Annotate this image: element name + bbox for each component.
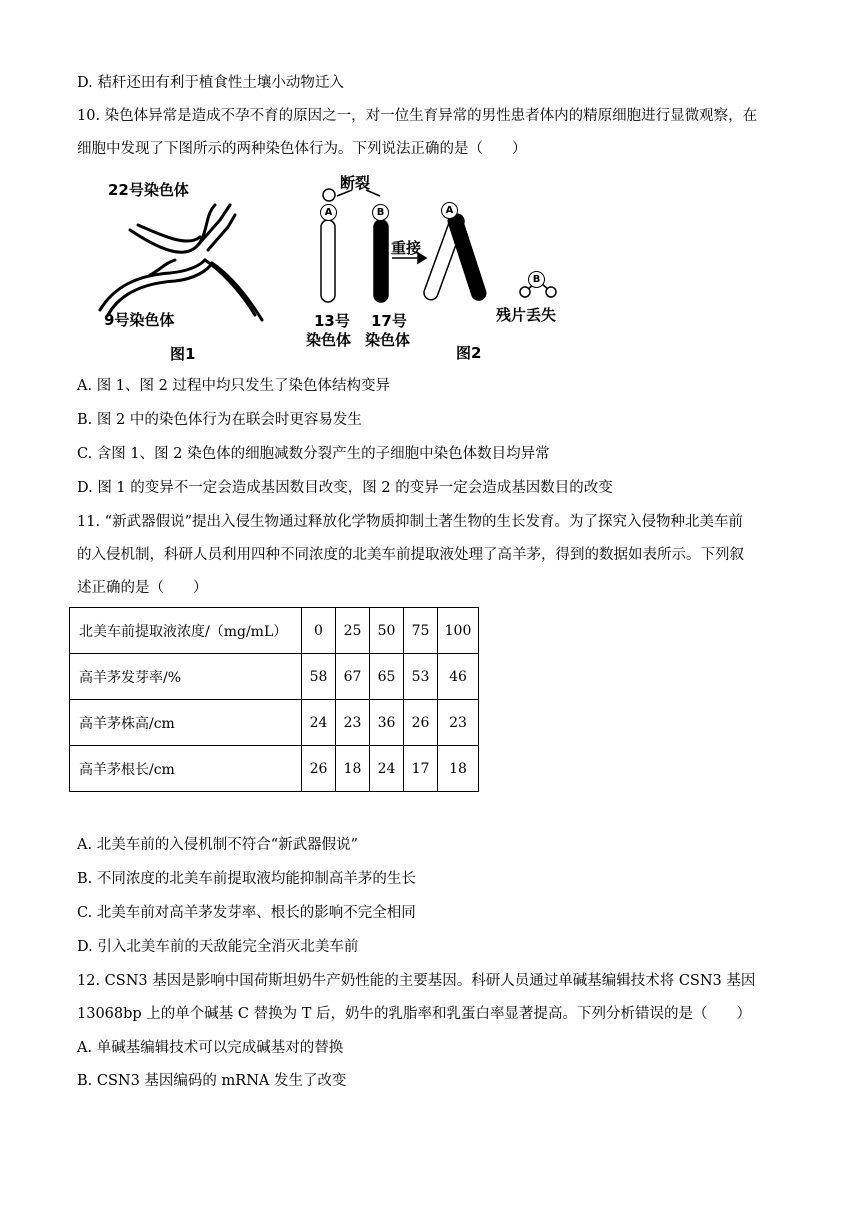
locus-a-label: A: [320, 204, 337, 221]
table-cell: 23: [336, 700, 370, 746]
table-cell: 17: [404, 746, 438, 792]
figure-1-caption: 图1: [170, 345, 196, 363]
table-cell: 18: [438, 746, 479, 792]
q12-stem-line1: 12. CSN3 基因是影响中国荷斯坦奶牛产奶性能的主要基因。科研人员通过单碱基编辑技术将 CSN3 基因: [77, 973, 756, 989]
q10-option-c: C. 含图 1、图 2 染色体的细胞减数分裂产生的子细胞中染色体数目均异常: [77, 446, 550, 462]
q10-option-a: A. 图 1、图 2 过程中均只发生了染色体结构变异: [77, 378, 390, 394]
locus-b-label: B: [372, 204, 389, 221]
q10-option-b: B. 图 2 中的染色体行为在联会时更容易发生: [77, 412, 362, 428]
table-cell: 75: [404, 608, 438, 654]
chr17-label-line1: 17号: [371, 312, 407, 330]
q10-option-d: D. 图 1 的变异不一定会造成基因数目改变，图 2 的变异一定会造成基因数目的改变: [77, 480, 613, 496]
q9-option-d: D. 秸秆还田有利于植食性土壤小动物迁入: [77, 75, 344, 91]
table-row: [70, 700, 479, 746]
q10-stem-line1: 10. 染色体异常是造成不孕不育的原因之一，对一位生育异常的男性患者体内的精原细胞进行显微观察，在: [77, 108, 758, 124]
q11-option-b: B. 不同浓度的北美车前提取液均能抑制高羊茅的生长: [77, 871, 416, 887]
table-cell: 58: [302, 654, 336, 700]
table-cell: 36: [370, 700, 404, 746]
table-cell: 高羊茅株高/cm: [70, 700, 302, 746]
chr22-label: 22号染色体: [108, 181, 189, 199]
table-cell: 65: [370, 654, 404, 700]
table-cell: 25: [336, 608, 370, 654]
table-cell: 高羊茅根长/cm: [70, 746, 302, 792]
chr13-label-line1: 13号: [314, 312, 350, 330]
fragment-b-label: B: [528, 271, 545, 288]
q11-stem-line2: 的入侵机制，科研人员利用四种不同浓度的北美车前提取液处理了高羊茅，得到的数据如表所示。下列叙: [77, 547, 744, 563]
table-cell: 24: [302, 700, 336, 746]
q11-option-a: A. 北美车前的入侵机制不符合“新武器假说”: [77, 837, 359, 853]
table-cell: 18: [336, 746, 370, 792]
table-cell: 50: [370, 608, 404, 654]
table-row: [70, 608, 479, 654]
table-row: [70, 654, 479, 700]
data-table: [69, 607, 479, 792]
table-cell: 26: [302, 746, 336, 792]
chr13-label-line2: 染色体: [306, 331, 352, 349]
figure-2-chromosomes: [300, 172, 590, 312]
q10-stem-line2: 细胞中发现了下图所示的两种染色体行为。下列说法正确的是（ ）: [77, 141, 527, 157]
table-row: [70, 746, 479, 792]
table-cell: 北美车前提取液浓度/（mg/mL）: [70, 608, 302, 654]
q11-option-d: D. 引入北美车前的天敌能完全消灭北美车前: [77, 939, 359, 955]
table-cell: 26: [404, 700, 438, 746]
q12-stem-line2: 13068bp 上的单个碱基 C 替换为 T 后，奶牛的乳脂率和乳蛋白率显著提高。下列分析错误的是（ ）: [77, 1006, 751, 1022]
table-cell: 0: [302, 608, 336, 654]
table-cell: 53: [404, 654, 438, 700]
rejoin-label: 重接: [391, 239, 422, 257]
table-cell: 24: [370, 746, 404, 792]
figure-2-caption: 图2: [456, 344, 482, 362]
chr9-label: 9号染色体: [104, 311, 175, 329]
table-cell: 67: [336, 654, 370, 700]
break-label: 断裂: [340, 174, 371, 192]
table-cell: 高羊茅发芽率/%: [70, 654, 302, 700]
locus-a-rejoined-label: A: [441, 202, 458, 219]
q11-stem-line1: 11. “新武器假说”提出入侵生物通过释放化学物质抑制土著生物的生长发育。为了探究入侵物种北美车前: [77, 514, 743, 530]
q11-option-c: C. 北美车前对高羊茅发芽率、根长的影响不完全相同: [77, 905, 416, 921]
fragment-lost-label: 残片丢失: [496, 306, 557, 324]
figure-1: [90, 175, 290, 370]
q12-option-a: A. 单碱基编辑技术可以完成碱基对的替换: [77, 1040, 344, 1056]
table-cell: 100: [438, 608, 479, 654]
table-cell: 23: [438, 700, 479, 746]
figure-2: [300, 172, 590, 370]
q12-option-b: B. CSN3 基因编码的 mRNA 发生了改变: [77, 1073, 347, 1089]
table-cell: 46: [438, 654, 479, 700]
q11-stem-line3: 述正确的是（ ）: [77, 580, 208, 596]
chr17-label-line2: 染色体: [365, 331, 411, 349]
